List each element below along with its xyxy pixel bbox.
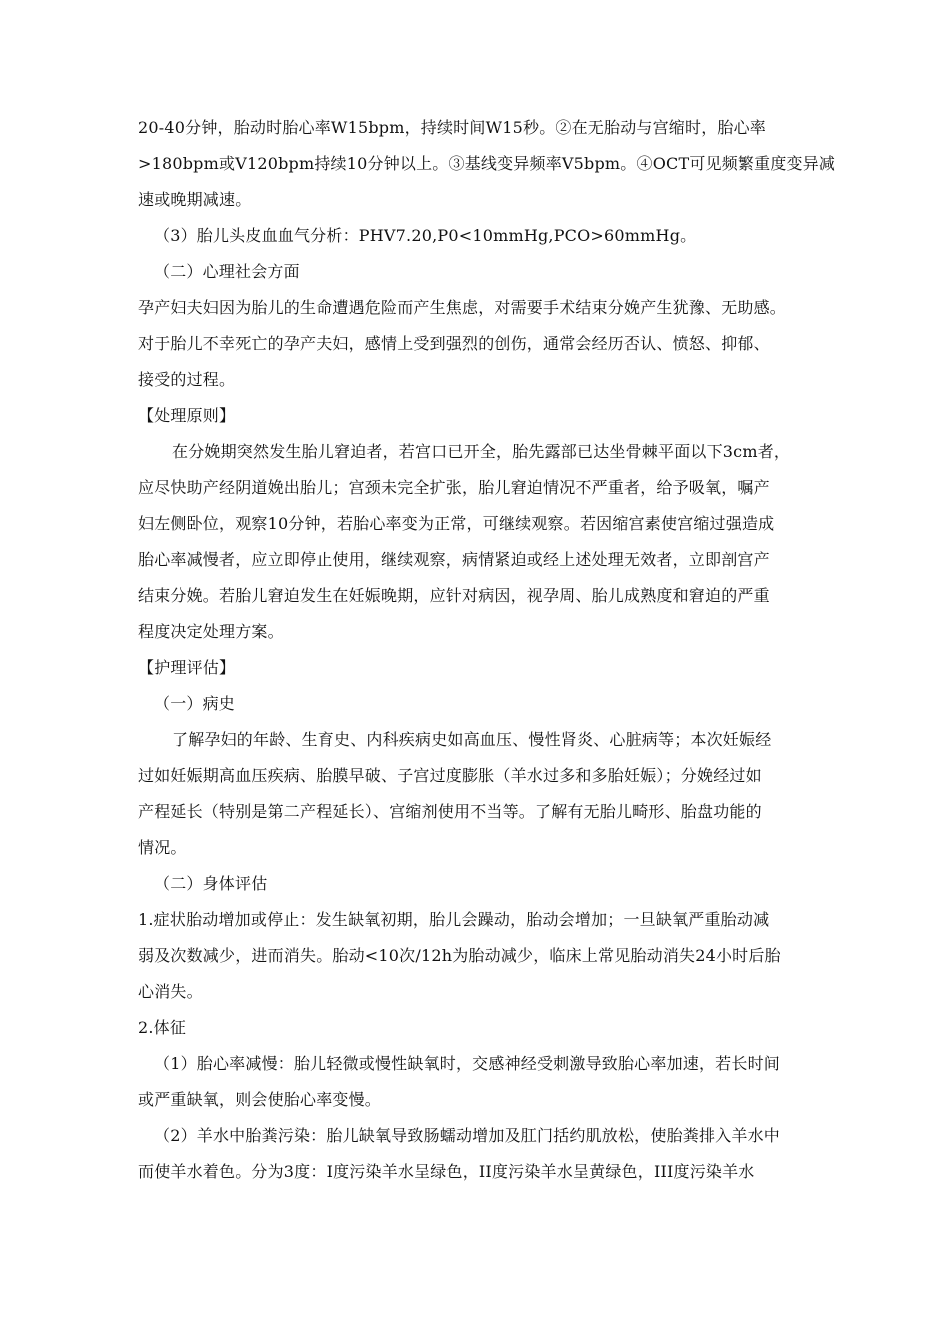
text-line: （1）胎心率减慢：胎儿轻微或慢性缺氧时，交感神经受刺激导致胎心率加速，若长时间 <box>154 1054 780 1073</box>
section-heading: 【处理原则】 <box>138 406 236 425</box>
section-heading: （二）身体评估 <box>154 874 268 893</box>
section-heading: 【护理评估】 <box>138 658 236 677</box>
text-line: 过如妊娠期高血压疾病、胎膜早破、子宫过度膨胀（羊水过多和多胎妊娠）；分娩经过如 <box>138 766 762 785</box>
text-line: 了解孕妇的年龄、生育史、内科疾病史如高血压、慢性肾炎、心脏病等；本次妊娠经 <box>172 730 772 749</box>
text-line: 2.体征 <box>138 1018 187 1037</box>
text-line: 1.症状胎动增加或停止：发生缺氧初期，胎儿会躁动，胎动会增加；一旦缺氧严重胎动减 <box>138 910 770 929</box>
text-line: 程度决定处理方案。 <box>138 622 284 641</box>
text-line: 而使羊水着色。分为3度：I度污染羊水呈绿色，II度污染羊水呈黄绿色，III度污染羊水 <box>138 1162 755 1181</box>
text-line: 接受的过程。 <box>138 370 236 389</box>
text-line: 弱及次数减少，进而消失。胎动<10次/12h为胎动减少，临床上常见胎动消失24小时后胎 <box>138 946 781 965</box>
text-line: 结束分娩。若胎儿窘迫发生在妊娠晚期，应针对病因，视孕周、胎儿成熟度和窘迫的严重 <box>138 586 770 605</box>
text-line: 胎心率减慢者，应立即停止使用，继续观察，病情紧迫或经上述处理无效者，立即剖宫产 <box>138 550 770 569</box>
text-line: （3）胎儿头皮血血气分析：PHV7.20,P0<10mmHg,PCO>60mmHg。 <box>154 226 697 245</box>
text-line: 孕产妇夫妇因为胎儿的生命遭遇危险而产生焦虑，对需要手术结束分娩产生犹豫、无助感。 <box>138 298 787 317</box>
text-line: 或严重缺氧，则会使胎心率变慢。 <box>138 1090 382 1109</box>
text-line: 产程延长（特别是第二产程延长）、宫缩剂使用不当等。了解有无胎儿畸形、胎盘功能的 <box>138 802 762 821</box>
text-line: 20-40分钟，胎动时胎心率W15bpm，持续时间W15秒。②在无胎动与宫缩时，胎心率 <box>138 118 766 137</box>
document-page <box>138 118 836 1198</box>
text-line: 妇左侧卧位，观察10分钟，若胎心率变为正常，可继续观察。若因缩宫素使宫缩过强造成 <box>138 514 775 533</box>
text-line: 心消失。 <box>138 982 203 1001</box>
text-line: >180bpm或V120bpm持续10分钟以上。③基线变异频率V5bpm。④OCT可见频繁重度变异减 <box>138 154 836 173</box>
text-line: 应尽快助产经阴道娩出胎儿；宫颈未完全扩张，胎儿窘迫情况不严重者，给予吸氧，嘱产 <box>138 478 770 497</box>
text-line: 在分娩期突然发生胎儿窘迫者，若宫口已开全，胎先露部已达坐骨棘平面以下3cm者， <box>172 442 791 461</box>
section-heading: （二）心理社会方面 <box>154 262 300 281</box>
text-line: 速或晚期减速。 <box>138 190 252 209</box>
text-line: 对于胎儿不幸死亡的孕产夫妇，感情上受到强烈的创伤，通常会经历否认、愤怒、抑郁、 <box>138 334 770 353</box>
text-line: （2）羊水中胎粪污染：胎儿缺氧导致肠蠕动增加及肛门括约肌放松，使胎粪排入羊水中 <box>154 1126 780 1145</box>
section-heading: （一）病史 <box>154 694 236 713</box>
text-line: 情况。 <box>138 838 187 857</box>
